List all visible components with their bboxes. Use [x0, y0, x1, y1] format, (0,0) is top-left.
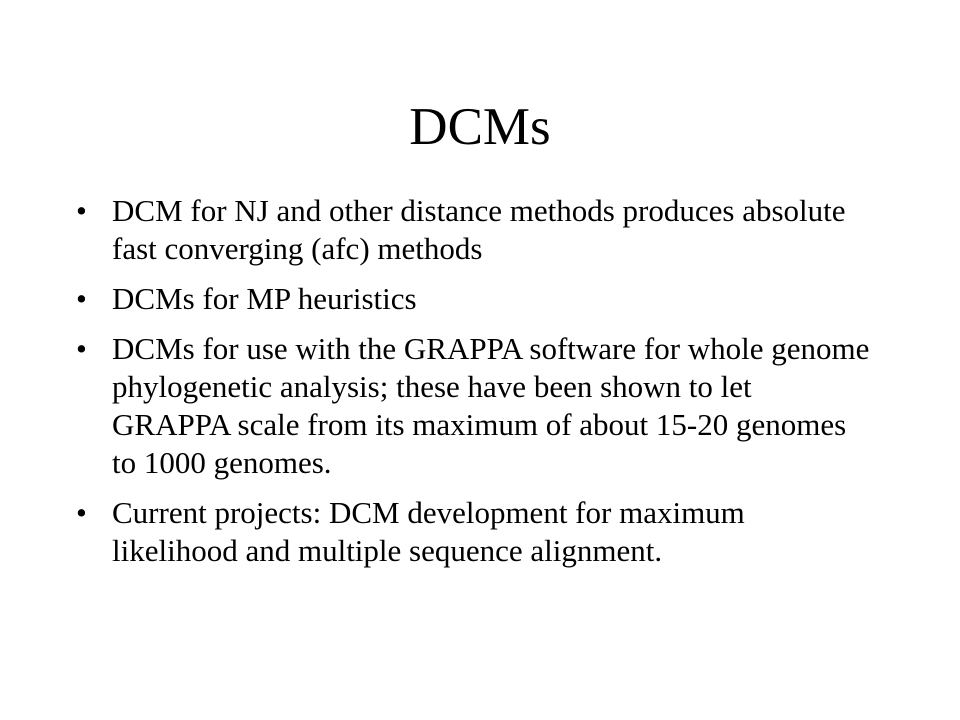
bullet-item [72, 330, 872, 482]
bullet-icon: • [76, 495, 87, 530]
bullet-item [72, 192, 872, 268]
bullet-icon: • [76, 193, 87, 228]
bullet-text: DCMs for MP heuristics [112, 281, 417, 316]
bullet-list [72, 192, 872, 582]
bullet-item [72, 280, 872, 318]
bullet-icon: • [76, 281, 87, 316]
bullet-item [72, 494, 872, 570]
bullet-text: DCM for NJ and other distance methods produces absolute fast converging (afc) methods [112, 193, 846, 266]
bullet-text: Current projects: DCM development for maximum likelihood and multiple sequence alignment. [112, 495, 745, 568]
bullet-text: DCMs for use with the GRAPPA software for whole genome phylogenetic analysis; these have been shown to let GRAPPA scale from its maximum of about 15-20 genomes to 1000 genomes. [112, 331, 870, 480]
bullet-icon: • [76, 331, 87, 366]
slide-title: DCMs [409, 98, 551, 156]
